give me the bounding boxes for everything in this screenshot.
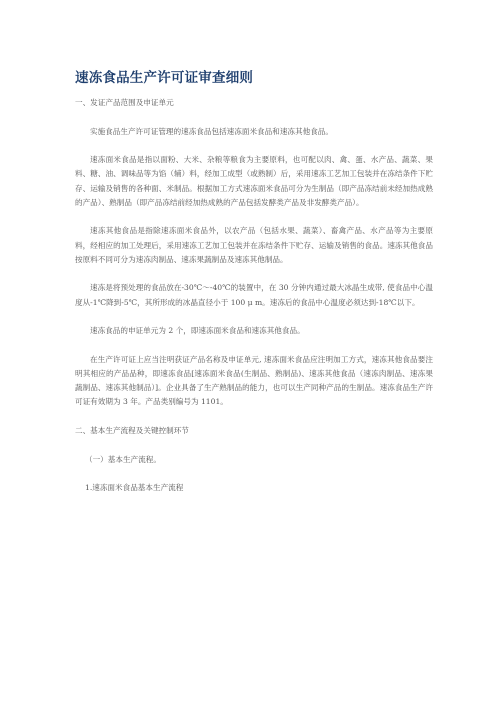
paragraph-scope-intro: 实施食品生产许可证管理的速冻食品包括速冻面米食品和速冻其他食品。 (90, 126, 333, 136)
document-body (75, 96, 433, 510)
section-heading-process: 二、基本生产流程及关键控制环节 (75, 425, 189, 435)
paragraph-application-units: 速冻食品的申证单元为 2 个，即速冻面米食品和速冻其他食品。 (90, 326, 305, 336)
paragraph-other-foods-definition: 速冻其他食品是指除速冻面米食品外，以农产品（包括水果、蔬菜）、畜禽产品、水产品等为主要原料，经相应的加工处理后，采用速冻工艺加工包装并在冻结条件下贮存、运输及销售的食品。速冻其他食品按原料不同可分为速冻肉制品、速冻果蔬制品及速冻其他制品。 (75, 226, 433, 264)
subheading-noodle-rice-process: 1.速冻面米食品基本生产流程 (85, 483, 184, 493)
document-title: 速冻食品生产许可证审查细则 (75, 70, 254, 86)
section-heading-scope: 一、发证产品范围及申证单元 (75, 98, 174, 107)
paragraph-license-notes: 在生产许可证上应当注明获证产品名称及申证单元, 速冻面米食品应注明加工方式，速冻其他食品要注明其相应的产品品种，即速冻食品[速冻面米食品(生制品、熟制品)、速冻其他食品（速冻肉制品、速冻果蔬制品、速冻其他制品）]。企业具备了生产熟制品的能力，也可以生产同种产品的生制品。速冻食品生产许可证有效期为 3 年。产品类别编号为 1101。 (75, 354, 433, 407)
paragraph-noodle-rice-definition: 速冻面米食品是指以面粉、大米、杂粮等粮食为主要原料，也可配以肉、禽、蛋、水产品、蔬菜、果料、糖、油、调味品等为馅（辅）料，经加工成型（或熟制）后，采用速冻工艺加工包装并在冻结条件下贮存、运输及销售的各种面、米制品。根据加工方式速冻面米食品可分为生制品（即产品冻结前未经加热成熟的产品）、熟制品（即产品冻结前经加热成熟的产品包括发酵类产品及非发酵类产品）。 (75, 155, 433, 207)
subheading-basic-process: （一）基本生产流程。 (85, 454, 161, 464)
paragraph-quick-freeze-definition: 速冻是将预处理的食品放在-30℃～-40℃的装置中，在 30 分钟内通过最大冰晶生成带, 使食品中心温度从-1℃降到-5℃，其所形成的冰晶直径小于 100 μ m。速冻后的食品中心温度必须达到-18℃以下。 (75, 283, 433, 307)
